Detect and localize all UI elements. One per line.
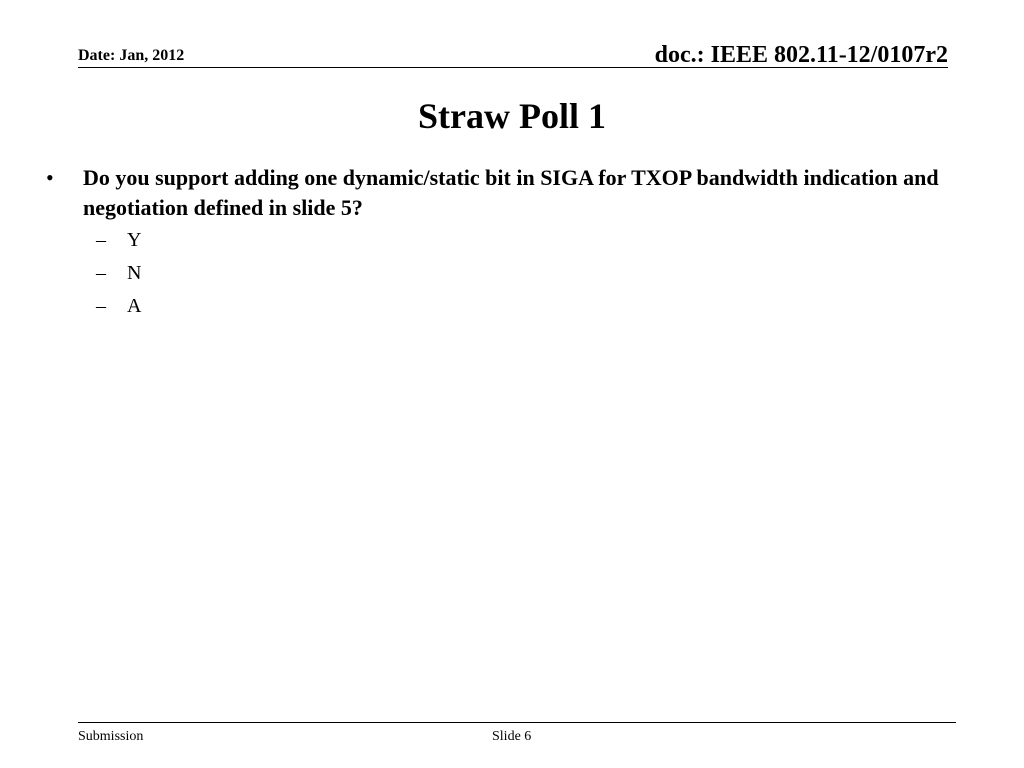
header-date: Date: Jan, 2012 — [78, 47, 185, 64]
poll-option-label: A — [127, 295, 142, 317]
header-doc-id: doc.: IEEE 802.11-12/0107r2 — [654, 42, 948, 68]
dash-icon: – — [96, 262, 106, 284]
poll-question-text: Do you support adding one dynamic/static bit in SIGA for TXOP bandwidth indication and negotiation defined in slide 5? — [83, 165, 939, 220]
dash-icon: – — [96, 229, 106, 251]
footer-submission: Submission — [78, 729, 144, 744]
bullet-icon: • — [46, 165, 54, 190]
footer-divider — [78, 722, 956, 723]
poll-option-label: Y — [127, 229, 142, 251]
slide-title: Straw Poll 1 — [418, 96, 606, 136]
header-divider — [78, 67, 948, 68]
poll-option-label: N — [127, 262, 142, 284]
dash-icon: – — [96, 295, 106, 317]
footer-slide-number: Slide 6 — [492, 729, 532, 744]
